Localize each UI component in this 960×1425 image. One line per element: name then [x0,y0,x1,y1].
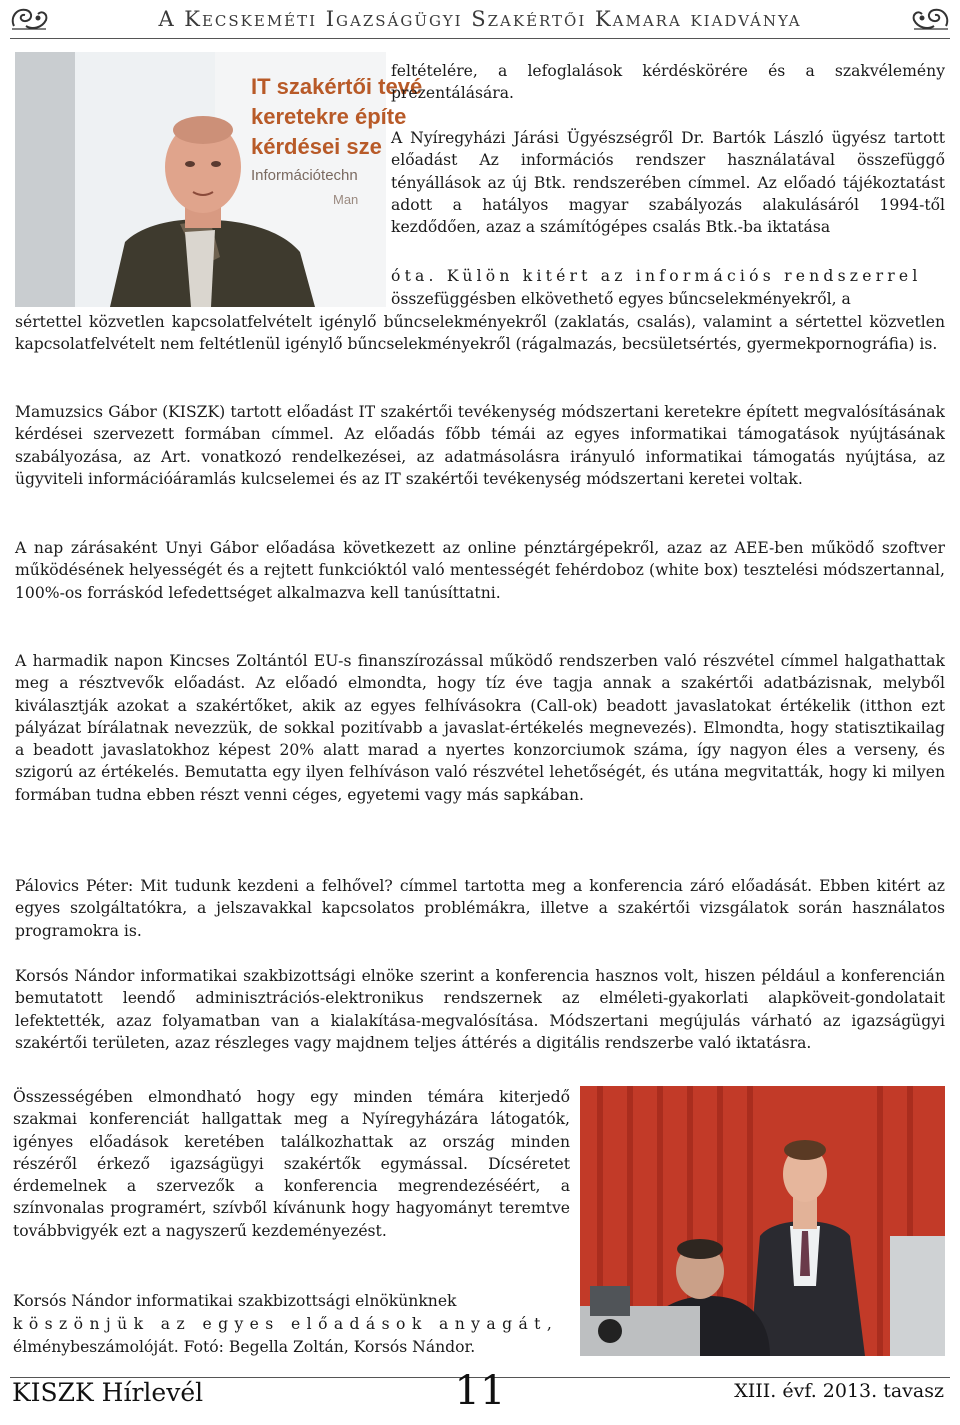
paragraph-line: összefüggésben elkövethető egyes bűncselekményekről, a [391,290,851,308]
slide-text: keretekre építe [251,104,407,129]
paragraph: Korsós Nándor informatikai szakbizottsági elnöke szerint a konferencia hasznos volt, hiszen például a konferencián bemutatott leendő adminisztrációs-elektronikus rendszernek az elméleti-gyakorlati alapköveit-gondolatait lefektették, azaz folyamatban van a kialakítása-megvalósítása. Módszertani megújulás várható az igazságügyi szakértői területen, azaz részleges vagy majdnem teljes áttérés a digitális rendszerbe való iktatásra. [15,967,945,1052]
paragraph: Mamuzsics Gábor (KISZK) tartott előadást IT szakértői tevékenység módszertani keretekre épített megvalósításának kérdései szervezett formában címmel. Az előadás főbb témái az egyes informatikai támogatások nyújtásának szabályozása, az Art. vonatkozó rendelkezései, az adatmásolásra irányuló informatikai támogatás nyújtása, az ügyviteli információáramlás kulcselemei és az IT szakértői tevékenység módszertani keretei voltak. [15,403,945,488]
paragraph: Összességében elmondható hogy egy minden témára kiterjedő szakmai konferenciát hallgattak meg a Nyíregyházára látogatók, igényes előadások keretében találkozhattak az ország minden részéről érkező igazságügyi szakértők egymással. Dícséretet érdemelnek a szervezők a konferencia megrendezéséért, a színvonalas programért, szívből kívánunk hogy hagyományt teremtve továbbvigyék ezt a nagyszerű kezdeményezést. [13,1088,570,1240]
slide-text: kérdései sze [251,134,382,159]
ornament-icon [8,4,50,34]
page-header [0,0,960,44]
paragraph-line: köszönjük az egyes előadások anyagát, [13,1315,559,1333]
ornament-icon [910,4,952,34]
slide-text: Man [333,192,359,207]
paragraph: A nap zárásaként Unyi Gábor előadása következett az online pénztárgépekről, azaz az AEE-ben működő szoftver működésének helyességét és a rejtett funkcióktól való mentességét fehérdoboz (white box) tesztelési módszertannal, 100%-os forráskód lefedettséget alkalmazva kell tanúsíttatni. [15,539,945,602]
page-number: 11 [454,1368,506,1414]
issue-info: XIII. évf. 2013. tavasz [734,1380,944,1402]
slide-text: IT szakértői tevé [251,74,423,99]
paragraph-line: Korsós Nándor informatikai szakbizottsági elnökünknek [13,1292,457,1310]
slide-text: Információtechn [251,167,358,184]
paragraph: sértettel közvetlen kapcsolatfelvételt igénylő bűncselekményekről (zaklatás, csalás), valamint a sértettel közvetlen kapcsolatfelvételt nem feltétlenül igénylő bűncselekményekről (rágalmazás, becsületsértés, gyermekpornográfia) is. [15,313,945,354]
publication-title: A Kecskeméti Igazságügyi Szakértői Kamara kiadványa [158,7,802,31]
conference-photo [580,1086,945,1356]
speaker-photo [15,52,423,307]
paragraph: feltételére, a lefoglalások kérdéskörére és a szakvélemény prezentálására. [391,62,945,103]
header-rule [10,38,950,39]
paragraph: Pálovics Péter: Mit tudunk kezdeni a felhővel? címmel tartotta meg a konferencia záró előadását. Ebben kitért az egyes szolgáltatókra, a jelszavakkal kapcsolatos problémákra, illetve a szakértői vizsgálatok során használatos programokra is. [15,877,945,940]
newsletter-name: KISZK Hírlevél [12,1378,204,1407]
paragraph: A Nyíregyházi Járási Ügyészségről Dr. Bartók László ügyész tartott előadást Az információs rendszer használatával összefüggő tényállások az új Btk. rendszerében címmel. Az előadó tájékoztatást adott a hatályos magyar szabályozás alakulásáról 1994-től kezdődően, azaz a számítógépes csalás Btk.-ba iktatása [391,129,945,237]
paragraph-line: óta. Külön kitért az információs rendszerrel [391,267,922,285]
paragraph: A harmadik napon Kincses Zoltántól EU-s finanszírozással működő rendszerben való részvétel címmel halgathattak meg a résztvevők előadást. Az előadó elmondta, hogy tíz éve tagja annak a szakértői adatbázisnak, melyből kiválasztják azokat a szakértőket, akik az egyes felhívásokra (Call-ok) beadott javaslatokat értékelik (itthon ezt pályázat bírálatnak nevezzük, de sokkal pozitívabb a javaslat-értékelés megnevezés). Elmondta, hogy statisztikailag a beadott javaslatokhoz képest 20% alatt marad a nyertes konzorciumok száma, így nagyon éles a verseny, és szigorú az értékelés. Bemutatta egy ilyen felhíváson való részvétel lehetőségét, és utána megvitatták, hogy ki milyen formában tudna ebben részt venni céges, egyetemi vagy más sapkában. [15,652,945,804]
paragraph-line: élménybeszámolóját. Fotó: Begella Zoltán, Korsós Nándor. [13,1338,476,1356]
